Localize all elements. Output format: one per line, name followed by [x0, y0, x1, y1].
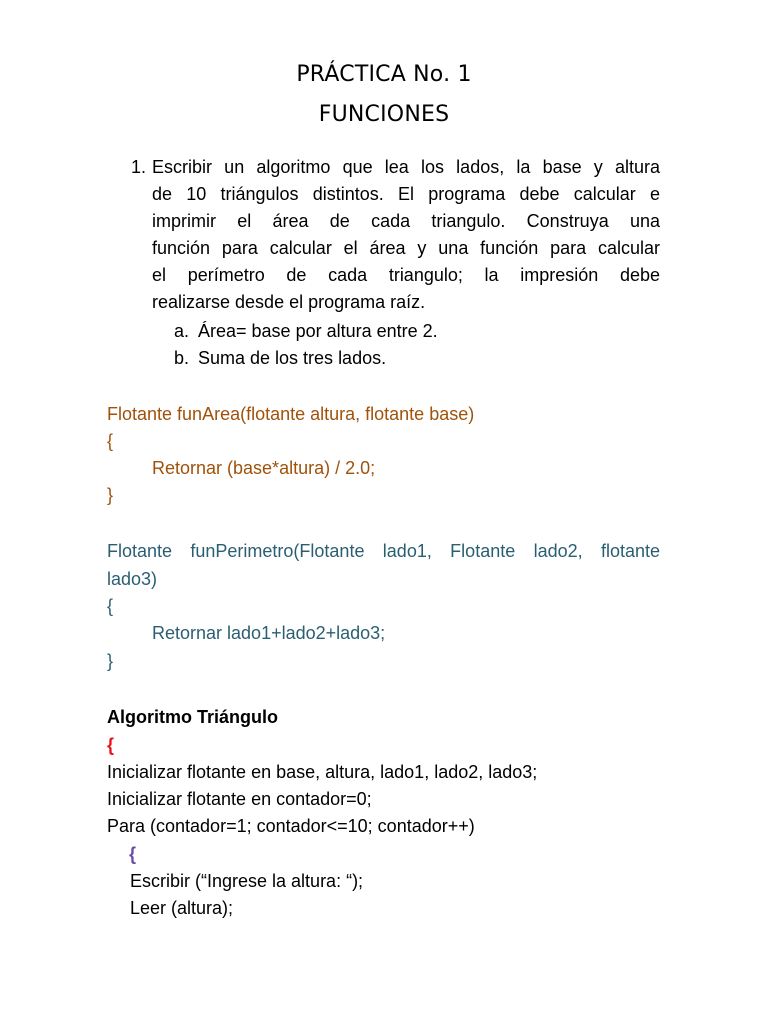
- exercise-line: el perímetro de cada triangulo; la impresión debe: [152, 265, 660, 285]
- function-area-open-brace: {: [107, 431, 114, 451]
- page-subtitle: FUNCIONES: [318, 102, 450, 127]
- function-perimeter-signature: Flotante funPerimetro(Flotante lado1, Flotante lado2, flotante: [107, 541, 660, 561]
- algorithm-line: Inicializar flotante en contador=0;: [107, 789, 372, 809]
- loop-line: Leer (altura);: [130, 898, 234, 918]
- algorithm-line: Inicializar flotante en base, altura, lado1, lado2, lado3;: [107, 762, 538, 782]
- algorithm-open-brace: {: [107, 735, 115, 755]
- function-perimeter-body: Retornar lado1+lado2+lado3;: [152, 623, 386, 643]
- exercise-line: función para calcular el área y una función para calcular: [152, 238, 660, 258]
- function-area-signature: Flotante funArea(flotante altura, flotante base): [107, 404, 475, 424]
- algorithm-heading: Algoritmo Triángulo: [107, 707, 278, 727]
- loop-line: Escribir (“Ingrese la altura: “);: [130, 871, 364, 891]
- function-perimeter-signature-cont: lado3): [107, 569, 158, 589]
- function-area-body: Retornar (base*altura) / 2.0;: [152, 458, 376, 478]
- exercise-number: 1.: [131, 157, 147, 177]
- page-title: PRÁCTICA No. 1: [296, 62, 472, 87]
- exercise-line: realizarse desde el programa raíz.: [152, 292, 426, 312]
- sub-item-marker: b.: [174, 348, 190, 368]
- sub-item-text: Suma de los tres lados.: [198, 348, 387, 368]
- exercise-line: Escribir un algoritmo que lea los lados, la base y altura: [152, 157, 660, 177]
- function-area-close-brace: }: [107, 485, 114, 505]
- exercise-line: imprimir el área de cada triangulo. Construya una: [152, 211, 660, 231]
- function-perimeter-open-brace: {: [107, 596, 114, 616]
- algorithm-line: Para (contador=1; contador<=10; contador++): [107, 816, 475, 836]
- function-perimeter-close-brace: }: [107, 651, 114, 671]
- sub-item-text: Área= base por altura entre 2.: [198, 321, 438, 341]
- loop-open-brace: {: [129, 844, 137, 864]
- exercise-line: de 10 triángulos distintos. El programa debe calcular e: [152, 184, 660, 204]
- sub-item-marker: a.: [174, 321, 190, 341]
